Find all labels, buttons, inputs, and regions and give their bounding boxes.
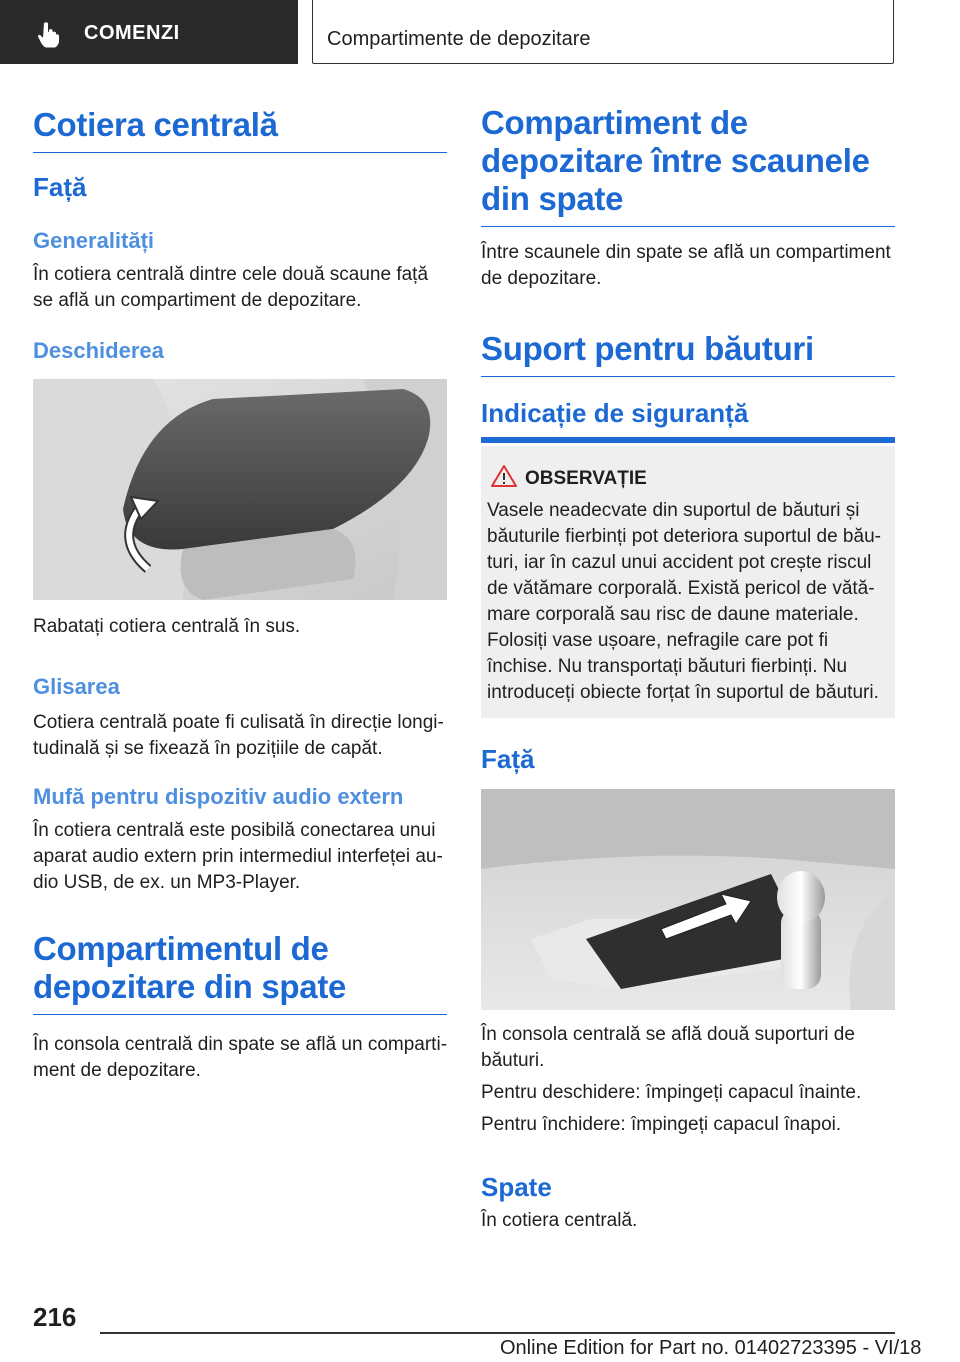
section-label: COMENZI [84,22,180,44]
breadcrumb-title: Compartimente de depozitare [327,28,591,50]
armrest-illustration [33,379,447,600]
footer-edition: Online Edition for Part no. 01402723395 - VI/18 [500,1337,922,1359]
paragraph-rear-cupholder: În cotiera centrală. [481,1210,638,1231]
paragraph-general: În cotiera centrală dintre cele două scaune față se află un compartiment de depozitare. [33,264,429,311]
heading-front: Față [33,172,87,202]
heading-safety: Indicație de siguranță [481,398,749,428]
heading-sliding: Glisarea [33,674,120,699]
footer-divider [100,1332,895,1334]
paragraph-front-1: În consola centrală se află două suporturi de băuturi. [481,1024,855,1071]
heading-front-cupholder: Față [481,744,535,774]
warning-text: Vasele neadecvate din suportul de băuturi și băuturile fierbinți pot deteriora suportul de băuturi, iar în cazul unui accident pot crește riscul de vătămare corporală. Există pericol de vătămare corporală sau risc de daune materiale. Folosiți vase ușoare, nefragile care pot fi închise. Nu transportați băuturi fierbinți. Nu introduceți obiecte forțat în suportul de băuturi. [487,500,881,703]
section-tab[interactable] [0,0,298,64]
page-number: 216 [33,1302,77,1332]
paragraph-rear-storage: În consola centrală din spate se află un compartiment de depozitare. [33,1034,448,1081]
heading-cupholder: Suport pentru băuturi [481,330,895,377]
paragraph-between-seats: Între scaunele din spate se află un compartiment de depozitare. [481,242,891,289]
heading-audio: Mufă pentru dispozitiv audio extern [33,784,404,809]
breadcrumb [312,0,894,64]
paragraph-front-2: Pentru deschidere: împingeți capacul înainte. [481,1082,862,1103]
heading-armrest: Cotiera centrală [33,106,447,153]
cupholder-photo [481,789,895,1010]
paragraph-sliding: Cotiera centrală poate fi culisată în direcție longitudinală și se fixează în pozițiile de capăt. [33,712,444,759]
heading-general: Generalități [33,228,155,253]
warning-title: OBSERVAȚIE [525,468,647,489]
warning-box [481,446,895,718]
cupholder-illustration [481,789,895,1010]
heading-rear-storage: Compartimentul de depozitare din spate [33,930,447,1015]
paragraph-audio: În cotiera centrală este posibilă conectarea unui aparat audio extern prin intermediul interfeței audio USB, de ex. un MP3-Player. [33,820,443,893]
warning-bar [481,437,895,443]
heading-opening: Deschiderea [33,338,164,363]
armrest-photo [33,379,447,600]
caption-opening: Rabatați cotiera centrală în sus. [33,616,301,637]
heading-between-seats: Compartiment de depozitare între scaunele din spate [481,104,895,227]
warning-triangle-icon [491,464,517,488]
hand-pointer-icon [34,20,62,48]
paragraph-front-3: Pentru închidere: împingeți capacul înapoi. [481,1114,842,1135]
heading-rear-cupholder: Spate [481,1172,552,1202]
